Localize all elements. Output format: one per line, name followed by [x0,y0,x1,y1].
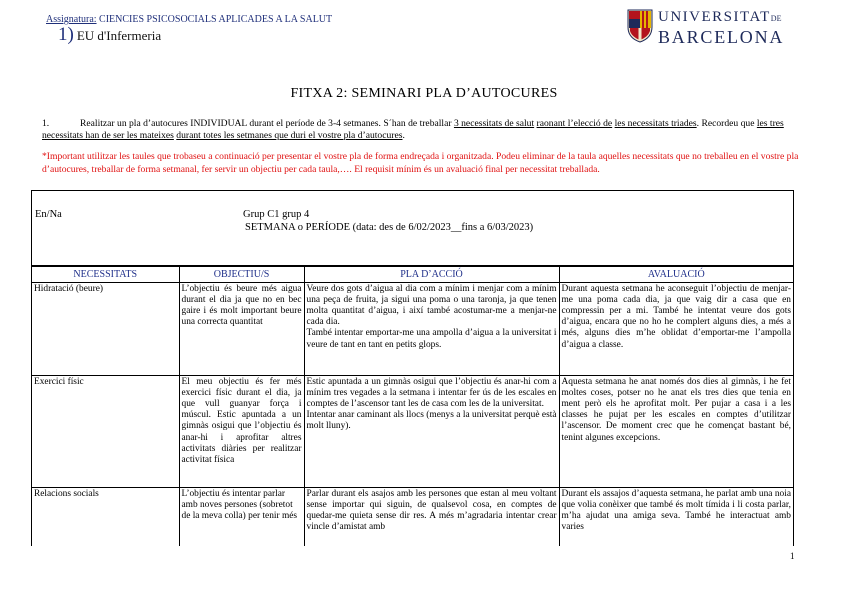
care-plan-table [32,266,793,546]
table-row [32,488,793,546]
table-row [32,283,793,376]
header-evaluation: AVALUACIÓ [559,267,793,283]
objective-cell: El meu objectiu és fer més exercici físic durant el dia, ja que vull guanyar força i múscul. Estic apuntada a un gimnàs osigui que l’objectiu és anar-hi i aprofitar altres activitats diàries per realitzar activitat física [179,376,304,488]
person-label: En/Na [35,209,62,220]
objective-cell: L’objectiu és intentar parlar amb noves persones (sobretot de la meva colla) per tenir més [179,488,304,546]
plan-cell: Estic apuntada a un gimnàs osigui que l’objectiu és anar-hi com a mínim tres vegades a la setmana i intentar fer ús de les escales en comptes de l’ascensor tant les de casa com les de la universitat. Intentar anar caminant als llocs (menys a la universitat perquè està molt lluny). [304,376,559,488]
subject-label: Assignatura: [46,14,97,25]
subject-name: CIENCIES PSICOSOCIALS APLICADES A LA SALUT [99,14,333,25]
header-needs: NECESSITATS [32,267,179,283]
need-cell: Exercici físic [32,376,179,488]
unit-line [58,24,161,46]
crest-icon [626,7,654,43]
instructions: 1. Realitzar un pla d’autocures INDIVIDUAL durant el període de 3-4 setmanes. S´han de treballar 3 necessitats de salut raonant l’elecció de les necessitats triades. Recordeu que les tres necessitats han de ser les mateixes durant totes les setmanes que duri el vostre pla d’autocures. [42,118,784,141]
university-logo [626,7,785,47]
header-action-plan: PLA D’ACCIÓ [304,267,559,283]
need-cell: Hidratació (beure) [32,283,179,376]
table-row [32,376,793,488]
instruction-number: 1. [42,118,50,129]
evaluation-cell: Durant els assajos d’aquesta setmana, he parlat amb una noia que volia conèixer que també és molt tímida i li costa parlar, m’ha ajudat una amiga seva. També he interactuat amb varies [559,488,793,546]
unit-name: EU d'Infermeria [76,28,162,43]
group-label: Grup C1 grup 4 [243,209,310,220]
unit-number: 1) [58,24,74,45]
logo-line-1: UNIVERSITATDE [658,9,782,25]
evaluation-cell: Aquesta setmana he anat només dos dies al gimnàs, i he fet moltes coses, potser no he anat els tres dies que tenia en ment però els he aprofitat molt. Per pujar a casa i a les classes he pujat per les escales en comptes d’utilitzar l’ascensor. De moment crec que he començat bastant bé, tenint algunes excepcions. [559,376,793,488]
need-cell: Relacions socials [32,488,179,546]
form-meta [32,191,793,266]
period-label: SETMANA o PERÍODE (data: des de 6/02/2023__fins a 6/03/2023) [245,222,534,233]
plan-cell: Parlar durant els asajos amb les persones que estan al meu voltant sense importar qui siguin, de qualsevol cosa, en comptes de quedar-me quieta sense dir res. A més m’agradaria intentar crear vincle d’amistat amb [304,488,559,546]
evaluation-cell: Durant aquesta setmana he aconseguit l’objectiu de menjar-me una poma cada dia, ja que vaig dir a casa que en compressin per a mi. També he intentat veure dos gots d’aigua, encara que no ho he complert alguns dies, a més a més, alguns dies m’he oblidat d’emportar-me l’ampolla d’aigua a classe. [559,283,793,376]
table-header-row [32,267,793,283]
important-note: *Important utilitzar les taules que trobaseu a continuació per presentar el vostre pla de forma endreçada i organitzada. Podeu eliminar de la taula aquelles necessitats que no treballeu en el vostre pla d’autocures, treballar de forma setmanal, fer servir un objectiu per cada taula,…. El requisit mínim és un avaluació final per necessitat treballada. [42,151,799,175]
self-care-form [31,190,794,546]
plan-cell: Veure dos gots d’aigua al dia com a mínim i menjar com a mínim una peça de fruita, ja sigui una poma o una taronja, ja que tenen molta quantitat d’aigua, i així també acostumar-me a menjar-ne cada dia. També intentar emportar-me una ampolla d’aigua a la universitat i veure de tant en tant en petits glops. [304,283,559,376]
page-number: 1 [790,551,795,561]
objective-cell: L’objectiu és beure més aigua durant el dia ja que no en bec gaire i és molt important beure una correcta quantitat [179,283,304,376]
page-title: FITXA 2: SEMINARI PLA D’AUTOCURES [290,86,558,101]
logo-line-2: BARCELONA [658,27,785,47]
header-objectives: OBJECTIU/S [179,267,304,283]
